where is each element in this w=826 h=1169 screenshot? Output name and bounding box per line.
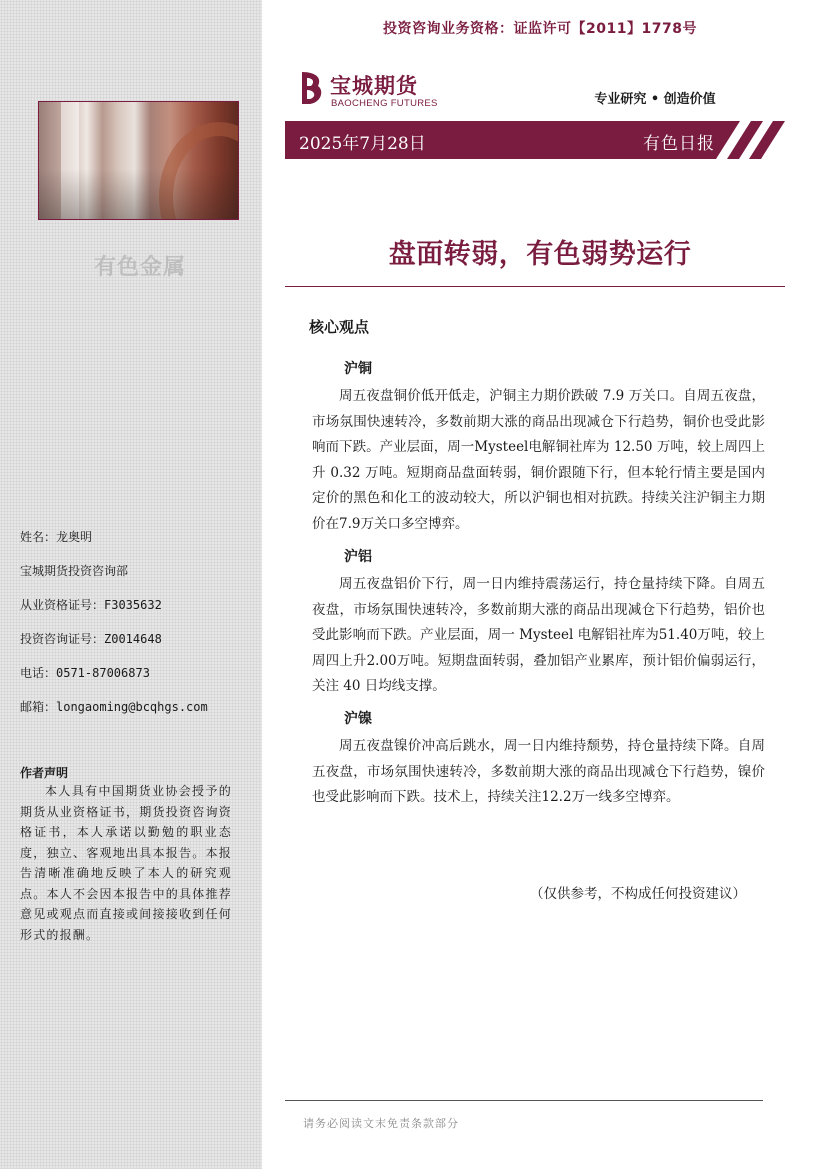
date-banner <box>285 121 785 159</box>
headline-divider <box>285 286 785 287</box>
report-headline: 盘面转弱，有色弱势运行 <box>388 239 692 270</box>
core-views-title: 核心观点 <box>309 318 370 336</box>
sidebar <box>0 0 262 1169</box>
statement-title: 作者声明 <box>20 766 69 780</box>
copper-coil-image <box>38 101 239 220</box>
author-statement: 本人具有中国期货业协会授予的期货从业资格证书，期货投资咨询资格证书，本人承诺以勤勉的职业态度，独立、客观地出具本报告。本报告清晰准确地反映了本人的研究观点。本人不会因本报告中的具体推荐意见或观点而直接或间接接收到任何形式的报酬。 <box>20 784 232 942</box>
section-body-copper: 周五夜盘铜价低开低走，沪铜主力期价跌破 7.9 万关口。自周五夜盘，市场氛围快速转冷，多数前期大涨的商品出现减仓下行趋势，铜价也受此影响而下跌。产业层面，周一Mysteel电解铜社库为 12.50 万吨，较上周四上升 0.32 万吨。短期商品盘面转弱，铜价跟随下行，但本轮行情主要是国内定价的黑色和化工的波动较大，所以沪铜也相对抗跌。持续关注沪铜主力期价在7.9万关口多空博弈。 <box>312 388 765 532</box>
analyst-email[interactable]: 邮箱：longaoming@bcqhgs.com <box>20 700 208 714</box>
logo-english-name: BAOCHENG FUTURES <box>331 98 438 109</box>
footer-divider <box>285 1100 763 1101</box>
analyst-name: 姓名：龙奥明 <box>20 530 93 544</box>
section-title-copper: 沪铜 <box>344 361 372 377</box>
analyst-dept: 宝城期货投资咨询部 <box>20 564 129 578</box>
analyst-qualification: 从业资格证号：F3035632 <box>20 598 162 612</box>
section-body-nickel: 周五夜盘镍价冲高后跳水，周一日内维持颓势，持仓量持续下降。自周五夜盘，市场氛围快速转冷，多数前期大涨的商品出现减仓下行趋势，镍价也受此影响而下跌。技术上，持续关注12.2万一线多空博弈。 <box>312 738 765 805</box>
footer-disclaimer-link[interactable]: 请务必阅读文末免责条款部分 <box>303 1117 459 1130</box>
analyst-phone: 电话：0571-87006873 <box>20 666 150 680</box>
logo-mark-icon <box>298 70 326 108</box>
logo-chinese-name: 宝城期货 <box>330 73 418 98</box>
investment-note: （仅供参考，不构成任何投资建议） <box>530 886 746 902</box>
slogan: 专业研究 • 创造价值 <box>594 92 716 107</box>
license-text: 投资咨询业务资格：证监许可【2011】1778号 <box>383 21 697 37</box>
sector-label: 有色金属 <box>93 255 186 280</box>
analyst-consulting-id: 投资咨询证号：Z0014648 <box>20 632 162 646</box>
analyst-info <box>20 530 250 734</box>
report-type: 有色日报 <box>643 134 715 154</box>
section-title-aluminum: 沪铝 <box>344 549 372 565</box>
shade-overlay <box>39 169 239 219</box>
section-body-aluminum: 周五夜盘铝价下行，周一日内维持震荡运行，持仓量持续下降。自周五夜盘，市场氛围快速转冷，多数前期大涨的商品出现减仓下行趋势，铝价也受此影响而下跌。产业层面，周一 Mysteel 电解铝社库为51.40万吨，较上周四上升2.00万吨。短期盘面转弱，叠加铝产业累库，预计铝价偏弱运行，关注 40 日均线支撑。 <box>312 576 765 694</box>
section-title-nickel: 沪镍 <box>344 711 372 727</box>
company-logo <box>298 70 448 112</box>
report-date: 2025年7月28日 <box>299 134 426 154</box>
